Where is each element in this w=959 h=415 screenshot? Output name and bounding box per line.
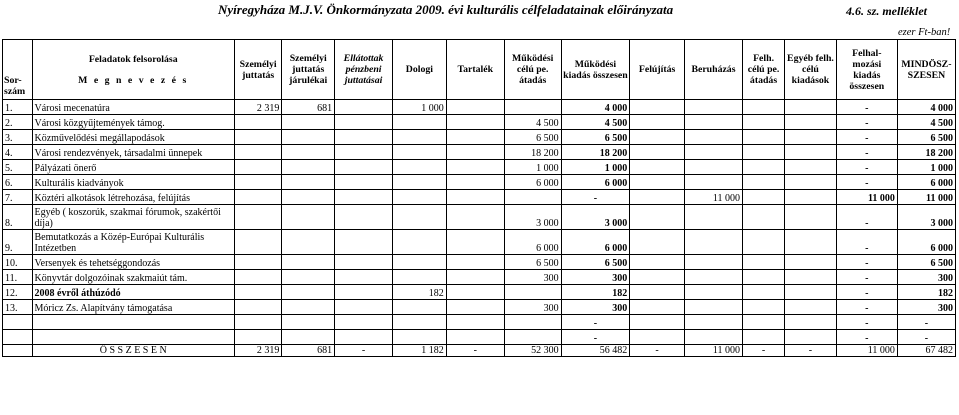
cell-felh-celu: [742, 160, 784, 175]
cell-felhalmozasi: -: [836, 205, 897, 230]
cell-felujitas: [630, 315, 685, 330]
cell-felujitas: [630, 255, 685, 270]
cell-ellatottak: [335, 315, 393, 330]
cell-felh-celu: [742, 300, 784, 315]
cell-beruhazas: [685, 270, 743, 285]
cell-jarulekai: [282, 285, 335, 300]
cell-egyeb: [785, 230, 837, 255]
cell-dologi: [393, 315, 447, 330]
col-header-task-subtitle: M e g n e v e z é s: [78, 74, 189, 86]
cell-ellatottak: [335, 130, 393, 145]
cell-felhalmozasi: -: [836, 100, 897, 115]
cell-szemelyi: 2 319: [234, 100, 281, 115]
cell-jarulekai: [282, 230, 335, 255]
cell-mukodesi-celu: 18 200: [504, 145, 561, 160]
col-header-felujitas: Felújítás: [630, 40, 685, 100]
cell-felhalmozasi: -: [836, 255, 897, 270]
row-task-name: Kulturális kiadványok: [32, 175, 234, 190]
total-szemelyi: 2 319: [234, 345, 281, 357]
cell-szemelyi: [234, 145, 281, 160]
cell-felujitas: [630, 230, 685, 255]
table-row: [3, 255, 956, 270]
cell-tartalek: [446, 130, 504, 145]
cell-mukodesi-osszesen: 1 000: [561, 160, 630, 175]
table-row: [3, 115, 956, 130]
cell-szemelyi: [234, 205, 281, 230]
cell-egyeb: [785, 315, 837, 330]
cell-felhalmozasi: -: [836, 330, 897, 345]
cell-egyeb: [785, 115, 837, 130]
cell-egyeb: [785, 130, 837, 145]
cell-felh-celu: [742, 175, 784, 190]
cell-szemelyi: [234, 190, 281, 205]
row-task-name: Városi közgyűjtemények támog.: [32, 115, 234, 130]
cell-felh-celu: [742, 190, 784, 205]
cell-felhalmozasi: 11 000: [836, 190, 897, 205]
cell-ellatottak: [335, 175, 393, 190]
cell-beruhazas: [685, 330, 743, 345]
cell-dologi: [393, 130, 447, 145]
cell-beruhazas: [685, 315, 743, 330]
cell-beruhazas: [685, 130, 743, 145]
cell-ellatottak: [335, 190, 393, 205]
cell-dologi: [393, 160, 447, 175]
total-mukodesi-celu: 52 300: [504, 345, 561, 357]
cell-mukodesi-celu: 6 500: [504, 255, 561, 270]
cell-egyeb: [785, 255, 837, 270]
cell-felhalmozasi: -: [836, 130, 897, 145]
cell-ellatottak: [335, 100, 393, 115]
cell-beruhazas: [685, 175, 743, 190]
cell-ellatottak: [335, 205, 393, 230]
cell-mukodesi-osszesen: 182: [561, 285, 630, 300]
cell-felh-celu: [742, 315, 784, 330]
total-felh-celu: -: [742, 345, 784, 357]
cell-szemelyi: [234, 300, 281, 315]
cell-felh-celu: [742, 270, 784, 285]
table-row: [3, 300, 956, 315]
cell-felujitas: [630, 130, 685, 145]
row-task-name: Közművelődési megállapodások: [32, 130, 234, 145]
cell-felujitas: [630, 270, 685, 285]
row-task-name: Móricz Zs. Alapítvány támogatása: [32, 300, 234, 315]
cell-ellatottak: [335, 300, 393, 315]
cell-szemelyi: [234, 330, 281, 345]
cell-felh-celu: [742, 100, 784, 115]
cell-ellatottak: [335, 270, 393, 285]
cell-felujitas: [630, 145, 685, 160]
cell-felujitas: [630, 300, 685, 315]
row-number: 12.: [3, 285, 33, 300]
cell-dologi: [393, 115, 447, 130]
total-tartalek: -: [446, 345, 504, 357]
row-task-name: Városi rendezvények, társadalmi ünnepek: [32, 145, 234, 160]
total-row: [3, 345, 956, 357]
col-header-egyeb: Egyéb felh. célú kiadások: [785, 40, 837, 100]
row-task-name: [32, 315, 234, 330]
cell-dologi: 182: [393, 285, 447, 300]
header-row: [3, 40, 956, 100]
document-header: [0, 2, 959, 18]
cell-felhalmozasi: -: [836, 145, 897, 160]
cell-mukodesi-celu: 3 000: [504, 205, 561, 230]
cell-beruhazas: [685, 300, 743, 315]
cell-felh-celu: [742, 130, 784, 145]
document-title: Nyíregyháza M.J.V. Önkormányzata 2009. évi kulturális célfeladatainak előirányzata: [218, 2, 674, 17]
cell-felh-celu: [742, 285, 784, 300]
cell-mindossz: 300: [897, 300, 955, 315]
cell-szemelyi: [234, 270, 281, 285]
cell-szemelyi: [234, 160, 281, 175]
cell-felujitas: [630, 160, 685, 175]
cell-jarulekai: [282, 160, 335, 175]
cell-egyeb: [785, 190, 837, 205]
annex-label: 4.6. sz. melléklet: [846, 4, 927, 18]
cell-felhalmozasi: -: [836, 270, 897, 285]
cell-felujitas: [630, 190, 685, 205]
total-mukodesi-osszesen: 56 482: [561, 345, 630, 357]
cell-felh-celu: [742, 115, 784, 130]
cell-jarulekai: [282, 205, 335, 230]
cell-tartalek: [446, 270, 504, 285]
row-number: 5.: [3, 160, 33, 175]
cell-mukodesi-osszesen: 4 500: [561, 115, 630, 130]
row-number: 11.: [3, 270, 33, 285]
cell-jarulekai: [282, 190, 335, 205]
total-ellatottak: -: [335, 345, 393, 357]
cell-egyeb: [785, 330, 837, 345]
total-no: [3, 345, 33, 357]
cell-tartalek: [446, 190, 504, 205]
cell-felh-celu: [742, 145, 784, 160]
cell-dologi: [393, 300, 447, 315]
row-number: [3, 315, 33, 330]
row-task-name: Egyéb ( koszorúk, szakmai fórumok, szakértői díja): [32, 205, 234, 230]
cell-ellatottak: [335, 330, 393, 345]
cell-ellatottak: [335, 285, 393, 300]
col-header-mukodesi-celu: Működési célú pe. átadás: [504, 40, 561, 100]
cell-tartalek: [446, 160, 504, 175]
table-row: [3, 285, 956, 300]
cell-szemelyi: [234, 175, 281, 190]
cell-mukodesi-celu: 6 000: [504, 230, 561, 255]
table-row: [3, 230, 956, 255]
cell-mukodesi-celu: 6 000: [504, 175, 561, 190]
total-mindossz: 67 482: [897, 345, 955, 357]
cell-jarulekai: [282, 115, 335, 130]
col-header-felhalmozasi: Felhal-mozási kiadás összesen: [836, 40, 897, 100]
row-task-name: Versenyek és tehetséggondozás: [32, 255, 234, 270]
cell-egyeb: [785, 160, 837, 175]
col-header-task-title: Feladatok felsorolása: [88, 53, 178, 65]
cell-jarulekai: [282, 130, 335, 145]
cell-mukodesi-osszesen: -: [561, 190, 630, 205]
cell-tartalek: [446, 145, 504, 160]
cell-felujitas: [630, 115, 685, 130]
cell-egyeb: [785, 205, 837, 230]
cell-mukodesi-osszesen: 6 500: [561, 130, 630, 145]
cell-mukodesi-osszesen: -: [561, 315, 630, 330]
cell-mukodesi-osszesen: 300: [561, 300, 630, 315]
col-header-szemelyi: Személyi juttatás: [234, 40, 281, 100]
cell-mukodesi-osszesen: 18 200: [561, 145, 630, 160]
cell-jarulekai: [282, 270, 335, 285]
cell-ellatottak: [335, 115, 393, 130]
cell-dologi: [393, 205, 447, 230]
cell-mukodesi-osszesen: 4 000: [561, 100, 630, 115]
cell-jarulekai: [282, 300, 335, 315]
cell-beruhazas: [685, 145, 743, 160]
table-row: [3, 145, 956, 160]
cell-egyeb: [785, 100, 837, 115]
cell-mindossz: 182: [897, 285, 955, 300]
table-row: [3, 330, 956, 345]
row-number: 10.: [3, 255, 33, 270]
row-number: 6.: [3, 175, 33, 190]
col-header-beruhazas: Beruházás: [685, 40, 743, 100]
cell-felhalmozasi: -: [836, 230, 897, 255]
row-task-name: [32, 330, 234, 345]
row-number: 3.: [3, 130, 33, 145]
cell-egyeb: [785, 270, 837, 285]
table-row: [3, 270, 956, 285]
cell-jarulekai: [282, 145, 335, 160]
cell-mindossz: 3 000: [897, 205, 955, 230]
col-header-tartalek: Tartalék: [446, 40, 504, 100]
col-header-felh-celu: Felh. célú pe. átadás: [742, 40, 784, 100]
row-task-name: Könyvtár dolgozóinak szakmaiút tám.: [32, 270, 234, 285]
total-felujitas: -: [630, 345, 685, 357]
cell-mindossz: -: [897, 315, 955, 330]
cell-jarulekai: [282, 315, 335, 330]
cell-beruhazas: [685, 230, 743, 255]
cell-mindossz: 4 500: [897, 115, 955, 130]
cell-tartalek: [446, 330, 504, 345]
cell-szemelyi: [234, 115, 281, 130]
cell-szemelyi: [234, 230, 281, 255]
cell-felh-celu: [742, 205, 784, 230]
table-row: [3, 315, 956, 330]
cell-tartalek: [446, 205, 504, 230]
cell-mindossz: -: [897, 330, 955, 345]
cell-felhalmozasi: -: [836, 285, 897, 300]
col-header-jarulekai: Személyi juttatás járulékai: [282, 40, 335, 100]
cell-jarulekai: [282, 175, 335, 190]
cell-beruhazas: [685, 255, 743, 270]
cell-tartalek: [446, 115, 504, 130]
budget-table: [2, 39, 956, 357]
row-task-name: Bemutatkozás a Közép-Európai Kulturális Intézetben: [32, 230, 234, 255]
total-egyeb: -: [785, 345, 837, 357]
cell-beruhazas: [685, 100, 743, 115]
table-row: [3, 100, 956, 115]
cell-mindossz: 6 500: [897, 130, 955, 145]
cell-mindossz: 6 000: [897, 175, 955, 190]
total-dologi: 1 182: [393, 345, 447, 357]
cell-egyeb: [785, 145, 837, 160]
row-number: 1.: [3, 100, 33, 115]
cell-mukodesi-celu: [504, 100, 561, 115]
row-number: 13.: [3, 300, 33, 315]
row-number: [3, 330, 33, 345]
cell-mukodesi-osszesen: 300: [561, 270, 630, 285]
cell-felujitas: [630, 175, 685, 190]
cell-dologi: [393, 175, 447, 190]
row-task-name: Városi mecenatúra: [32, 100, 234, 115]
cell-mindossz: 6 000: [897, 230, 955, 255]
row-number: 8.: [3, 205, 33, 230]
cell-beruhazas: [685, 160, 743, 175]
row-task-name: 2008 évről áthúzódó: [32, 285, 234, 300]
cell-mindossz: 11 000: [897, 190, 955, 205]
cell-dologi: [393, 230, 447, 255]
cell-dologi: 1 000: [393, 100, 447, 115]
table-row: [3, 130, 956, 145]
cell-felhalmozasi: -: [836, 115, 897, 130]
total-jarulekai: 681: [282, 345, 335, 357]
cell-felh-celu: [742, 255, 784, 270]
cell-mindossz: 4 000: [897, 100, 955, 115]
cell-felujitas: [630, 205, 685, 230]
cell-mindossz: 1 000: [897, 160, 955, 175]
cell-mukodesi-celu: [504, 330, 561, 345]
cell-mindossz: 18 200: [897, 145, 955, 160]
cell-ellatottak: [335, 255, 393, 270]
cell-tartalek: [446, 230, 504, 255]
cell-mukodesi-celu: 4 500: [504, 115, 561, 130]
cell-tartalek: [446, 315, 504, 330]
total-beruhazas: 11 000: [685, 345, 743, 357]
total-label: Ö S S Z E S E N: [32, 345, 234, 357]
cell-felh-celu: [742, 330, 784, 345]
cell-szemelyi: [234, 285, 281, 300]
cell-mukodesi-osszesen: -: [561, 330, 630, 345]
cell-beruhazas: [685, 285, 743, 300]
col-header-mindossz: MINDÖSZ-SZESEN: [897, 40, 955, 100]
cell-mukodesi-celu: [504, 315, 561, 330]
row-number: 2.: [3, 115, 33, 130]
cell-dologi: [393, 255, 447, 270]
row-task-name: Pályázati önerő: [32, 160, 234, 175]
cell-beruhazas: [685, 205, 743, 230]
cell-szemelyi: [234, 130, 281, 145]
total-felhalmozasi: 11 000: [836, 345, 897, 357]
cell-felhalmozasi: -: [836, 160, 897, 175]
row-number: 7.: [3, 190, 33, 205]
col-header-dologi: Dologi: [393, 40, 447, 100]
cell-mukodesi-osszesen: 6 000: [561, 230, 630, 255]
cell-jarulekai: [282, 255, 335, 270]
col-header-no: Sor-szám: [3, 40, 33, 100]
cell-dologi: [393, 145, 447, 160]
cell-mindossz: 6 500: [897, 255, 955, 270]
cell-egyeb: [785, 300, 837, 315]
cell-felhalmozasi: -: [836, 300, 897, 315]
cell-ellatottak: [335, 160, 393, 175]
cell-tartalek: [446, 300, 504, 315]
cell-mukodesi-celu: 1 000: [504, 160, 561, 175]
cell-dologi: [393, 330, 447, 345]
cell-mindossz: 300: [897, 270, 955, 285]
cell-tartalek: [446, 100, 504, 115]
cell-mukodesi-osszesen: 3 000: [561, 205, 630, 230]
unit-note: ezer Ft-ban!: [898, 27, 951, 38]
cell-szemelyi: [234, 255, 281, 270]
cell-mukodesi-celu: 6 500: [504, 130, 561, 145]
table-row: [3, 205, 956, 230]
cell-egyeb: [785, 175, 837, 190]
cell-tartalek: [446, 255, 504, 270]
col-header-task: [32, 40, 234, 100]
cell-ellatottak: [335, 145, 393, 160]
cell-felujitas: [630, 285, 685, 300]
cell-szemelyi: [234, 315, 281, 330]
table-row: [3, 190, 956, 205]
row-number: 9.: [3, 230, 33, 255]
cell-mukodesi-osszesen: 6 500: [561, 255, 630, 270]
row-task-name: Köztéri alkotások létrehozása, felújítás: [32, 190, 234, 205]
col-header-mukodesi-osszesen: Működési kiadás összesen: [561, 40, 630, 100]
cell-dologi: [393, 270, 447, 285]
table-row: [3, 160, 956, 175]
cell-beruhazas: [685, 115, 743, 130]
cell-jarulekai: [282, 330, 335, 345]
cell-mukodesi-celu: 300: [504, 300, 561, 315]
cell-ellatottak: [335, 230, 393, 255]
cell-felujitas: [630, 100, 685, 115]
cell-jarulekai: 681: [282, 100, 335, 115]
cell-tartalek: [446, 175, 504, 190]
table-body: [3, 100, 956, 345]
cell-egyeb: [785, 285, 837, 300]
cell-mukodesi-celu: [504, 285, 561, 300]
cell-beruhazas: 11 000: [685, 190, 743, 205]
cell-felhalmozasi: -: [836, 175, 897, 190]
cell-dologi: [393, 190, 447, 205]
cell-felhalmozasi: -: [836, 315, 897, 330]
table-row: [3, 175, 956, 190]
cell-mukodesi-celu: 300: [504, 270, 561, 285]
row-number: 4.: [3, 145, 33, 160]
cell-tartalek: [446, 285, 504, 300]
cell-felujitas: [630, 330, 685, 345]
cell-mukodesi-osszesen: 6 000: [561, 175, 630, 190]
cell-mukodesi-celu: [504, 190, 561, 205]
col-header-ellatottak: Ellátottak pénzbeni juttatásai: [335, 40, 393, 100]
cell-felh-celu: [742, 230, 784, 255]
